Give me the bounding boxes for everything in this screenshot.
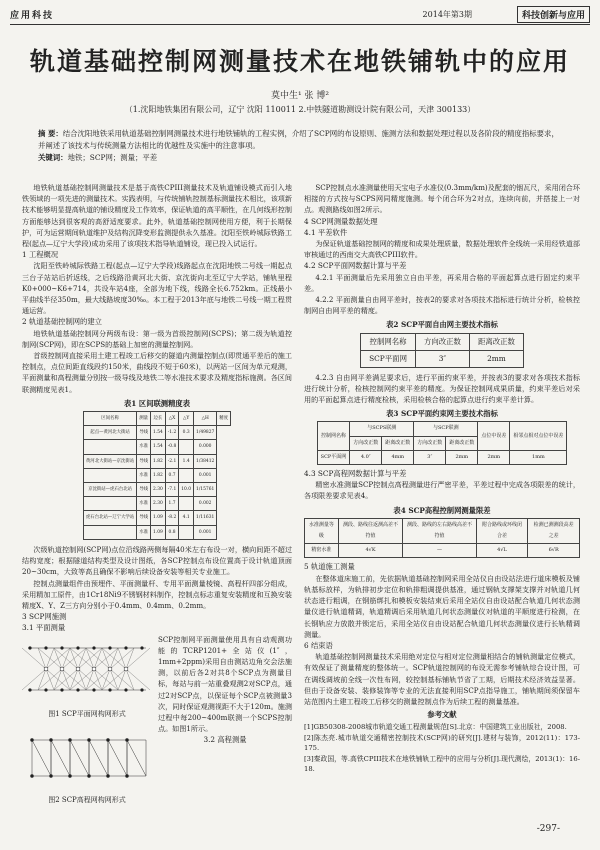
paragraph: 控制点测量组件由预埋件、平面测量杆、专用平面测量棱镜、高程杆四部分组成，采用精加工原件，由1Cr18Ni9不锈钢材料制作，控制点标志重复安装精度和互换安装精度X、Y、Z三方向分别小于0.4mm、0.4mm、0.2mm。 [22,578,292,610]
leveling-loop [32,740,51,776]
observation-line [126,648,150,669]
section-label: 科技创新与应用 [517,6,590,23]
table-cell [83,468,136,482]
table-cell: 0.002 [194,497,217,511]
scp-point-marker [76,646,79,649]
leveling-loop [89,740,108,776]
table-row [305,544,580,558]
station-marker [76,667,80,671]
station-marker [60,667,64,671]
table-cell: 京沈街站—虎石台北站 [83,483,136,497]
scp-point-marker [76,688,79,691]
scp-point-marker [87,774,90,777]
issue-label: 2014年第3期 [422,10,472,19]
figure1 [22,634,152,807]
table-header-cell: △H [194,412,217,426]
table-header-cell: 点位中误差 [478,422,510,450]
table-cell: 虎石台北站—辽宁大学站 [83,511,136,525]
observation-line [54,669,78,690]
table-cell: 0.001 [194,525,217,539]
table-row [83,468,230,482]
table-cell: 水准 [137,497,151,511]
table-cell: 0.8 [165,525,178,539]
table-header-cell: 控制网名称 [317,422,350,450]
right-column [304,182,580,775]
table-cell: 3″ [414,450,446,464]
references [304,709,580,775]
table-cell: 水准 [137,525,151,539]
scp-point-marker [108,646,111,649]
reference-item: [1]GB50308-2008城市轨道交通工程测量规范[S].北京：中国建筑工业出版社，2008. [304,723,567,732]
table-header-cell: 距离改正数 [382,436,414,450]
section-heading: 3 SCP网施测 [22,612,67,622]
table-cell: SCP平面网 [317,450,350,464]
table-cell: 1/11631 [194,511,217,525]
table-row [83,483,230,497]
scp-point-marker [28,688,31,691]
page-header [10,6,590,22]
table-header-cell: 精度 [217,412,231,426]
observation-line [102,648,126,669]
table-cell: 2mm [478,450,510,464]
table-cell: 3″ [415,350,469,367]
scp-point-marker [92,688,95,691]
table-header-cell: 相邻点相对点位中误差 [510,422,567,450]
table-cell: -7.1 [165,483,178,497]
affiliation: （1.沈阳地铁集团有限公司，辽宁 沈阳 110011 2.中铁隧道勘测设计院有限公司，天津 300133） [124,105,476,114]
table-cell: 1/15761 [194,483,217,497]
table-header-row [83,412,230,426]
paragraph: 精密水准测量SCP控制点高程测量进行严密平差，平差过程中完成各项限差的统计，各项限差要求见表4。 [304,480,580,501]
table3-caption: 表3 SCP平面约束网主要技术指标 [386,409,498,419]
table-cell: 2mm [446,450,478,464]
observation-line [22,648,46,669]
table-header-cell: 水准测量等级 [305,518,339,543]
observation-line [38,648,62,669]
figure1-caption: 图1 SCP平面网构网形式 [48,709,126,718]
figure2-caption: 图2 SCP高程网构网形式 [48,796,126,805]
scp-point-marker [87,738,90,741]
scp-point-marker [68,774,71,777]
observation-line [54,669,62,690]
table-cell: 0.001 [194,468,217,482]
section-heading: 4.2 SCP平面网数据计算与平差 [304,261,407,271]
reference-item: [2]陈杰亮.城市轨道交通精密控制技术(SCP网)的研究[J].建材与装饰，2012(11)：173-175. [304,733,580,753]
scp-point-marker [140,688,143,691]
table-cell: 1.09 [151,525,166,539]
table-cell: 1.09 [151,511,166,525]
table2-caption: 表2 SCP平面自由网主要技术指标 [386,320,498,330]
abstract-text: 结合沈阳地铁采用轨道基础控制网测量技术进行地铁铺轨的工程实例，介绍了SCP网的布设原则、施测方法和数据处理过程以及各阶段的精度指标要求，并阐述了该技术与传统测量方法相比的优越性及实施中的注意事项。 [38,129,559,150]
table3 [317,421,568,465]
table-header-cell: 测量 [137,412,151,426]
references-title: 参考文献 [427,710,457,720]
paragraph: 在整体道床施工前，先依据轨道基础控制网采用全站仪自由设站法进行道床模板及铺轨基标放样，为轨排初步定位和轨排粗调提供基准，通过钢轨支撑架支撑并对轨道几何状态进行粗调，在钢筋绑扎和模板安装结束后采用全站仪自由设站配合轨道几何状态测量仪进行轨道精调，轨道精调后采用轨道几何状态测量仪对轨道的平顺度进行检测，在长钢轨应力放散并锁定后，采用全站仪自由设站配合轨道几何状态测量仪进行长轨精调测量。 [304,573,580,639]
table-cell: 4mm [382,450,414,464]
scp-point-marker [125,774,128,777]
table-cell: 导线 [137,454,151,468]
left-column [22,182,292,812]
scp-point-marker [44,646,47,649]
table4-caption: 表4 SCP高程控制网测量限差 [393,505,491,515]
scp-point-marker [30,738,33,741]
table-row [83,426,230,440]
observation-line [102,648,110,669]
paragraph: 4.2.1 平面测量后先采用独立自由平差，再采用合格的平面起算点进行固定约束平差。 [304,272,580,293]
observation-line [70,648,78,669]
leveling-loop [127,740,146,776]
paragraph: 4.2.3 自由网平差满足要求后，进行平面约束平差，并按表3的要求对各项技术指标进行统计分析，检核控制网约束平差的精度。为保证控制网成果质量，约束平差后对采用的平面起算点进行精度检核，采用检核合格的起算点进行约束平差计算。 [304,372,580,405]
table-cell: 水准 [137,440,151,454]
table-row [361,350,524,367]
leveling-loop [70,740,89,776]
table-cell: 精密水准 [305,544,339,558]
abstract-label: 摘 要： [38,129,63,138]
table-cell: 2.30 [151,483,166,497]
table-row [83,440,230,454]
figure2-leveling-diagram [22,726,152,790]
table-cell: 1/38412 [194,454,217,468]
table-cell: 1.54 [151,426,166,440]
station-marker [92,667,96,671]
table-header-cell: 测段、路线的左右路线高差不符值 [403,518,476,543]
scp-point-marker [92,646,95,649]
observation-line [38,669,62,690]
table-cell: 1.82 [151,468,166,482]
section-heading: 4.1 平差软件 [304,227,348,237]
observation-line [118,648,126,669]
table-cell: -2.1 [165,454,178,468]
table-header-cell: 控制网名称 [361,333,416,350]
observation-line [118,669,126,690]
table-row [83,497,230,511]
scp-point-marker [68,738,71,741]
table-cell: -0.8 [165,440,178,454]
observation-line [70,648,94,669]
table-cell [179,468,194,482]
abstract-block [38,128,562,164]
paragraph: 次级轨道控制网(SCP网)点位沿线路两侧每隔40米左右布设一对，横向间距不超过结构宽度；根据隧道结构类型及设计图纸，各SCP控制点布设位置高于设计轨道顶面20~30cm，大致等高且确保不影响后续设备安装等相关专业施工。 [22,544,292,577]
scp-point-marker [60,688,63,691]
section-heading: 3.2 高程测量 [203,735,247,745]
table-cell: 1.4 [179,454,194,468]
reference-item: [3]秦政国，等.高铁CPIII技术在地铁铺轨工程中的应用与分析[J].现代测绘，2013(1)：16-18. [304,754,580,774]
table-cell: SCP平面网 [361,350,416,367]
paragraph: SCP控制点水准测量使用天宝电子水准仪(0.3mm/km)及配套的铟瓦尺，采用闭合环相接的方式按与SCPS网同精度施测。每个闭合环为2对点，连续向前，并搭接上一对点。观测路线如图2所示。 [304,183,580,215]
table-cell: 1mm [510,450,567,464]
section-heading: 2 轨道基础控制网的建立 [22,317,102,327]
table-header-cell: 与SCP联测 [414,422,478,436]
scp-point-marker [124,646,127,649]
scp-point-marker [124,688,127,691]
table-cell: 导线 [137,426,151,440]
observation-line [126,669,134,690]
scp-point-marker [60,646,63,649]
table-cell: 1.82 [151,454,166,468]
observation-line [38,648,46,669]
table-row [83,525,230,539]
station-marker [108,667,112,671]
scp-point-marker [108,688,111,691]
paragraph: 为保证轨道基础控制网的精度和成果处理质量，数据处理软件全线统一采用经铁道部审核通过的西南交大高铁CPIII软件。 [304,239,580,260]
table2 [360,333,524,368]
scp-point-marker [106,738,109,741]
table-header-cell: 附合路线或环线闭合差 [476,518,528,543]
observation-line [86,648,94,669]
table-cell: 4.1 [179,511,194,525]
table-cell [179,497,194,511]
table-cell: -8.2 [165,511,178,525]
table-row [317,450,567,464]
table-cell: 1.54 [151,440,166,454]
table-cell [83,440,136,454]
table-cell [83,525,136,539]
table-header-cell: 检测已测测段高差之差 [528,518,580,543]
scp-point-marker [44,688,47,691]
table-cell: -1.2 [165,426,178,440]
observation-line [54,648,62,669]
observation-line [126,648,134,669]
paragraph: 地铁轨道基础控制网分两级布设：第一级为首级控制网(SCPS)；第二级为轨道控制网(SCP网)，即在SCPS的基础上加密的测量控制网。 [22,328,292,349]
table-cell: 2mm [469,350,523,367]
header-rule [10,24,590,25]
table-header-cell: 方向改正数 [415,333,469,350]
observation-line [86,669,94,690]
table-cell: 6√R [528,544,580,558]
journal-name: 应用科技 [10,11,55,21]
observation-line [70,669,78,690]
observation-line [54,648,78,669]
table-row [83,454,230,468]
figure1-network-diagram [22,634,152,704]
table-cell: 黄河北大街站—京沈街站 [83,454,136,468]
observation-line [102,669,126,690]
keywords-text: 地铁；SCP网；测量；平差 [67,153,158,162]
section-heading: 3.1 平面测量 [22,623,66,633]
station-marker [44,667,48,671]
table-cell: 0.7 [165,468,178,482]
station-marker [124,667,128,671]
table-cell: 4√K [338,544,403,558]
table-cell: 10.0 [179,483,194,497]
table-header-cell: 与SCPS联测 [350,422,414,436]
leveling-loop [108,740,127,776]
observation-line [38,669,46,690]
table-cell: 4.0″ [350,450,382,464]
keywords-label: 关键词： [38,153,68,162]
scp-point-marker [49,738,52,741]
paragraph: 轨道基础控制网测量技术采用绝对定位与相对定位测量相结合的铺轨测量定位模式，有效保证了测量精度的整体统一。SCP轨道控制网的布设无需参考铺轨综合设计图，可在调线调坡前全线一次性布网，较控制基标铺轨节省了工期，后期技术经济效益显著。但由于设备安装、装修装饰等专业的无法直接利用SCP点指导施工，铺轨期间须保留车站范围内土建工程竣工后移交的测量控制点作为后续工程的测量基准。 [304,652,580,706]
table-cell: — [403,544,476,558]
table-header-cell: 测段、路线往返测高差不符值 [338,518,403,543]
scp-point-marker [49,774,52,777]
table-cell: 1/49827 [194,426,217,440]
table-cell: 1.7 [165,497,178,511]
table-header-cell: △Y [179,412,194,426]
scp-point-marker [30,774,33,777]
paragraph: SCP控制网平面测量使用具有自动观测功能的TCRP1201+全站仪(1″，1mm+2ppm)采用自由测站边角交会法施测，以前后各2对共8个SCP点为测量目标，每站与前一站重叠观测2对SCP点，通过2对SCP点，以保证每个SCP点被测量3次，同时保证观测视距不大于120m。施测过程中每200~400m联测一个SCPS控制点。如图1所示。 [158,634,292,734]
table1-caption: 表1 区间联测精度表 [124,398,190,408]
paragraph: 首级控制网直接采用土建工程竣工后移交的隧道内测量控制点(即贯通平差后的施工控制点，点位间距直线段约150米，曲线段不短于60米)，以两站一区间为单元观测，平面测量和高程测量分别按一级导线及地铁二等水准技术要求及精度指标施测。各区间联测精度见表1。 [22,351,292,394]
table-header-cell: 区间名称 [83,412,136,426]
table1 [83,411,231,540]
table-cell [179,440,194,454]
page-number: -297- [536,824,560,834]
table-cell [83,497,136,511]
observation-line [102,669,110,690]
article-title: 轨道基础控制网测量技术在地铁铺轨中的应用 [29,47,570,76]
table-cell: 导线 [137,483,151,497]
observation-line [86,669,110,690]
scp-point-marker [106,774,109,777]
observation-line [126,669,150,690]
table4 [304,518,580,559]
table-header-cell: 方向改正数 [350,436,382,450]
authors: 莫中生¹ 张 博² [271,91,329,101]
table-header-cell: 距离改正数 [469,333,523,350]
table-cell [179,525,194,539]
table-cell: 0.3 [179,426,194,440]
leveling-loop [51,740,70,776]
observation-line [22,669,46,690]
section-heading: 1 工程概况 [22,250,59,260]
paragraph: 地铁轨道基础控制网测量技术是基于高铁CPIII测量技术及轨道铺设模式而引入地铁领域的一项先进的测量技术。实践表明，与传统铺轨控制基标测量技术相比，该项新技术能够明显提高轨道的铺设精度及工作效率，保证轨道的高平顺性，在几何线形控制方面能够达到很客观的高舒适度要求。此外，轨道基础控制网使用方便，利于长期保护，可为运营期间轨道维护及结构沉降变形监测提供永久基准。沈阳至铁岭城际铁路工程(起点—辽宁大学段)成功采用了该项技术指导轨道铺设，现已投入试运行。 [22,183,292,249]
table-cell: 4√L [476,544,528,558]
table-cell: 水准 [137,468,151,482]
table-header-cell: 方向改正数 [414,436,446,450]
observation-line [70,669,94,690]
table-cell: 导线 [137,511,151,525]
table-header-cell: △X [165,412,178,426]
table-cell: 0.000 [194,440,217,454]
scp-point-marker [28,646,31,649]
table-cell: 2.30 [151,497,166,511]
section-heading: 5 轨道施工测量 [304,562,355,572]
paragraph: 沈阳至铁岭城际铁路工程(起点—辽宁大学段)线路起点在沈阳地铁二号线一期起点三台子站站后折返线，之后线路沿黄河北大街、京沈街向北至辽宁大学站，铺轨里程K0+000~K6+714，共设车站4座，全部为地下线，线路全长6.752km。正线最小平曲线半径350m，最大线路坡度30‰。本工程于2013年底与地铁二号线一期工程贯通运营。 [22,261,292,316]
paragraph: 4.2.2 平面测量自由网平差时，按表2的要求对各项技术指标进行统计分析，检核控制网自由网平差的精度。 [304,295,580,316]
section-heading: 6 结束语 [304,640,333,650]
observation-line [86,648,110,669]
table-cell: 起点—黄河北大街站 [83,426,136,440]
scp-point-marker [140,646,143,649]
table-header-cell: 边长 [151,412,166,426]
section-heading: 4.3 SCP高程网数据计算与平差 [304,469,407,479]
section-heading: 4 SCP网测量数据处理 [304,216,378,226]
table-row [83,511,230,525]
table-header-cell: 距离改正数 [446,436,478,450]
scp-point-marker [125,738,128,741]
